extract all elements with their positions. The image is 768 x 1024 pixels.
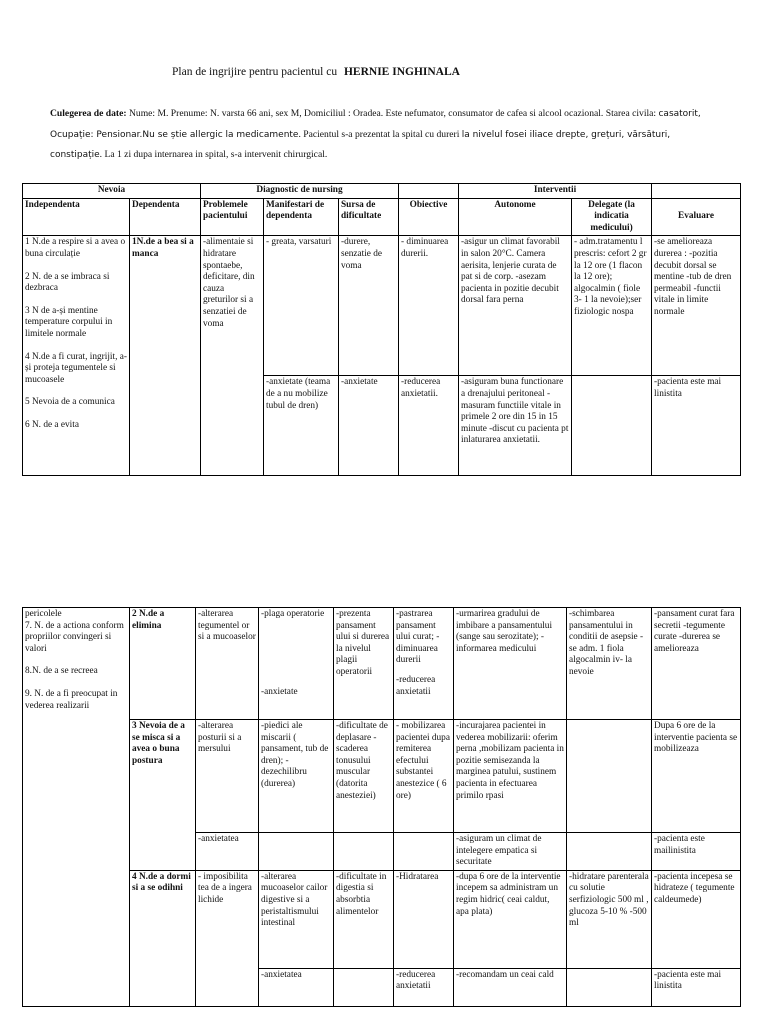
manifestari-move: -piedici ale miscarii ( pansament, tub de dren); -dezechilibru (durerea) <box>259 720 334 833</box>
need-6: 6 N. de a evita <box>25 419 79 430</box>
probleme-move-anx: -anxietatea <box>196 833 259 871</box>
delegate-sleep: -hidratare parenterala cu solutie serfiziologic 500 ml , glucoza 5-10 % -500 ml <box>567 870 652 968</box>
header-obiective: Obiective <box>399 198 459 236</box>
autonome-move-anx: -asiguram un climat de intelegere empatica si securitate <box>454 833 567 871</box>
need-1: 1 N.de a respire si a avea o buna circulație <box>25 237 126 259</box>
evaluare-eat: -se amelioreaza durerea : -pozitia decubit dorsal se mentine -tub de dren permeabil -functii vitale in limite normale <box>652 236 741 376</box>
table-row-eliminate <box>23 608 741 720</box>
table-row-move <box>23 720 741 833</box>
dependenta-elim: 2 N.de a elimina <box>130 608 196 720</box>
header-autonome: Autonome <box>459 198 572 236</box>
care-plan-table-part-1 <box>22 183 741 476</box>
intro-symptoms: la nivelul fosei iliace drepte, grețuri, vărsături, constipație <box>50 129 671 160</box>
dependenta-move: 3 Nevoia de a se misca si a avea o buna postura <box>130 720 196 871</box>
probleme-elim: -alterarea tegumentel or si a mucoaselor <box>196 608 259 720</box>
manifestari-eat: - greata, varsaturi <box>264 236 339 376</box>
header-interventii: Interventii <box>459 184 652 199</box>
obiective-elim <box>394 608 454 720</box>
table-row-eat <box>23 236 741 376</box>
obiective-elim-1: -pastrarea pansament ului curat; - diminuarea durerii <box>396 609 440 666</box>
data-collection-paragraph <box>50 104 718 166</box>
obiective-sleep: -Hidratarea <box>394 870 454 968</box>
needs-list-cell-2 <box>23 608 130 1007</box>
need-2: 2 N. de a se imbraca si dezbraca <box>25 271 110 294</box>
header-probleme: Problemele pacientului <box>201 198 264 236</box>
obiective-eat-anx: -reducerea anxietatii. <box>399 376 459 476</box>
probleme-sleep: - imposibilita tea de a ingera lichide <box>196 870 259 1006</box>
header-row-2 <box>23 198 741 236</box>
manifestari-elim-1: -plaga operatorie <box>261 609 325 619</box>
need-7: 7. N. de a actiona conform propriilor convingeri si valori <box>25 620 124 654</box>
page-title <box>172 66 460 78</box>
header-dependenta: Dependenta <box>130 198 201 236</box>
obiective-elim-2: -reducerea anxietatii <box>396 674 436 697</box>
header-sursa: Sursa de dificultate <box>339 198 399 236</box>
autonome-sleep-anx: -recomandam un ceai cald <box>454 968 567 1006</box>
intro-text-2: . Pacientul s-a prezentat la spital cu dureri <box>298 128 460 140</box>
autonome-eat: -asigur un climat favorabil in salon 20°C. Camera aerisita, lenjerie curata de pat si de corp. -asezam pacienta in pozitie decubit dorsal fara perna <box>459 236 572 376</box>
evaluare-move: Dupa 6 ore de la interventie pacienta se mobilizeaza <box>652 720 741 833</box>
delegate-move <box>567 720 652 833</box>
delegate-eat-anx <box>572 376 652 476</box>
header-blank <box>399 184 459 199</box>
evaluare-sleep-anx: -pacienta este mai linistita <box>652 968 741 1006</box>
evaluare-sleep: -pacienta incepesa se hidrateze ( tegumente caldeumede) <box>652 870 741 968</box>
need-5: 5 Nevoia de a comunica <box>25 397 115 408</box>
header-blank-2 <box>652 184 741 199</box>
dependenta-sleep: 4 N.de a dormi si a se odihni <box>130 870 196 1006</box>
autonome-sleep: -dupa 6 ore de la interventie incepem sa administram un regim hidric( ceai caldut, apa plata) <box>454 870 567 968</box>
probleme-eat: -alimentaie si hidratare spontaebe, deficitare, din cauza greturilor si a senzatiei de voma <box>201 236 264 476</box>
manifestari-sleep-anx: -anxietatea <box>259 968 334 1006</box>
autonome-move: -incurajarea pacientei in vederea mobilizarii: oferim perna ,mobilizam pacienta in pozitie semisezanda la marginea patului, sustinem pacienta in efectuarea primilo rpasi <box>454 720 567 833</box>
header-nevoia: Nevoia <box>23 184 201 199</box>
sursa-sleep: -dificultate in digestia si absorbtia alimentelor <box>334 870 394 968</box>
delegate-elim: -schimbarea pansamentului in conditii de asepsie -se adm. 1 fiola algocalmin iv- la nevoie <box>567 608 652 720</box>
header-delegate: Delegate (la indicatia medicului) <box>572 198 652 236</box>
header-evaluare: Evaluare <box>652 198 741 236</box>
obiective-sleep-anx: -reducerea anxietatii <box>394 968 454 1006</box>
intro-text-3: . La 1 zi dupa internarea in spital, s-a intervenit chirurgical. <box>99 149 328 160</box>
dependenta-eat: 1N.de a bea si a manca <box>130 236 201 476</box>
autonome-eat-anx: -asiguram buna functionare a drenajului peritoneal -masuram functiile vitale in primele 2 ore din 15 in 15 minute -discut cu pacienta pt inlaturarea anxietatii. <box>459 376 572 476</box>
need-6-cont: pericolele <box>25 609 62 619</box>
header-diagnostic: Diagnostic de nursing <box>201 184 399 199</box>
need-8: 8.N. de a se recreea <box>25 666 98 677</box>
sursa-elim: -prezenta pansament ului si durerea la nivelul plagii operatorii <box>334 608 394 720</box>
table-row-sleep <box>23 870 741 968</box>
need-9: 9. N. de a fi preocupat in vederea realizarii <box>25 688 118 711</box>
delegate-eat: - adm.tratamentu l prescris: cefort 2 gr la 12 ore (1 flacon la 12 ore); algocalmin ( fiole 3- 1 la nevoie);ser fiziologic nospa <box>572 236 652 376</box>
intro-civil-state: casatorit, Ocupație: Pensionar.Nu se știe allergic la medicamente <box>50 109 701 140</box>
header-independenta: Independenta <box>23 198 130 236</box>
need-4: 4 N.de a fi curat, ingrijit, a-și proteja tegumentele si mucoasele <box>25 351 127 385</box>
manifestari-elim <box>259 608 334 720</box>
obiective-move: - mobilizarea pacientei dupa remiterea efectului substantei anestezice ( 6 ore) <box>394 720 454 833</box>
evaluare-eat-anx: -pacienta este mai linistita <box>652 376 741 476</box>
sursa-eat: -durere, senzatie de voma <box>339 236 399 376</box>
obiective-eat: - diminuarea durerii. <box>399 236 459 376</box>
need-3: 3 N de a-și mentine temperature corpului in limitele normale <box>25 305 113 339</box>
care-plan-table-part-2 <box>22 607 741 1007</box>
header-manifestari: Manifestari de dependenta <box>264 198 339 236</box>
intro-text-1: Nume: M. Prenume: N. varsta 66 ani, sex M, Domiciliul : Oradea. Este nefumator, consumator de cafea si alcool ocazional. Starea civila: <box>128 108 657 119</box>
manifestari-elim-2: -anxietate <box>261 686 298 697</box>
header-row-1 <box>23 184 741 199</box>
evaluare-elim: -pansament curat fara secretii -tegumente curate -durerea se amelioreaza <box>652 608 741 720</box>
evaluare-move-anx: -pacienta este mailinistita <box>652 833 741 871</box>
title-diagnosis: HERNIE INGHINALA <box>343 66 460 78</box>
needs-list-cell <box>23 236 130 476</box>
sursa-eat-anx: -anxietate <box>339 376 399 476</box>
data-collection-label: Culegerea de date: <box>50 108 127 119</box>
probleme-move: -alterarea posturii si a mersului <box>196 720 259 833</box>
title-prefix: Plan de ingrijire pentru pacientul cu <box>172 66 338 78</box>
sursa-move: -dificultate de deplasare -scaderea tonusului muscular (datorita anesteziei) <box>334 720 394 833</box>
manifestari-eat-anx: -anxietate (teama de a nu mobilize tubul de dren) <box>264 376 339 476</box>
autonome-elim: -urmarirea gradului de imbibare a pansamentului (sange sau serozitate); -informarea medicului <box>454 608 567 720</box>
manifestari-sleep: -alterarea mucoaselor cailor digestive si a peristaltismului intestinal <box>259 870 334 968</box>
